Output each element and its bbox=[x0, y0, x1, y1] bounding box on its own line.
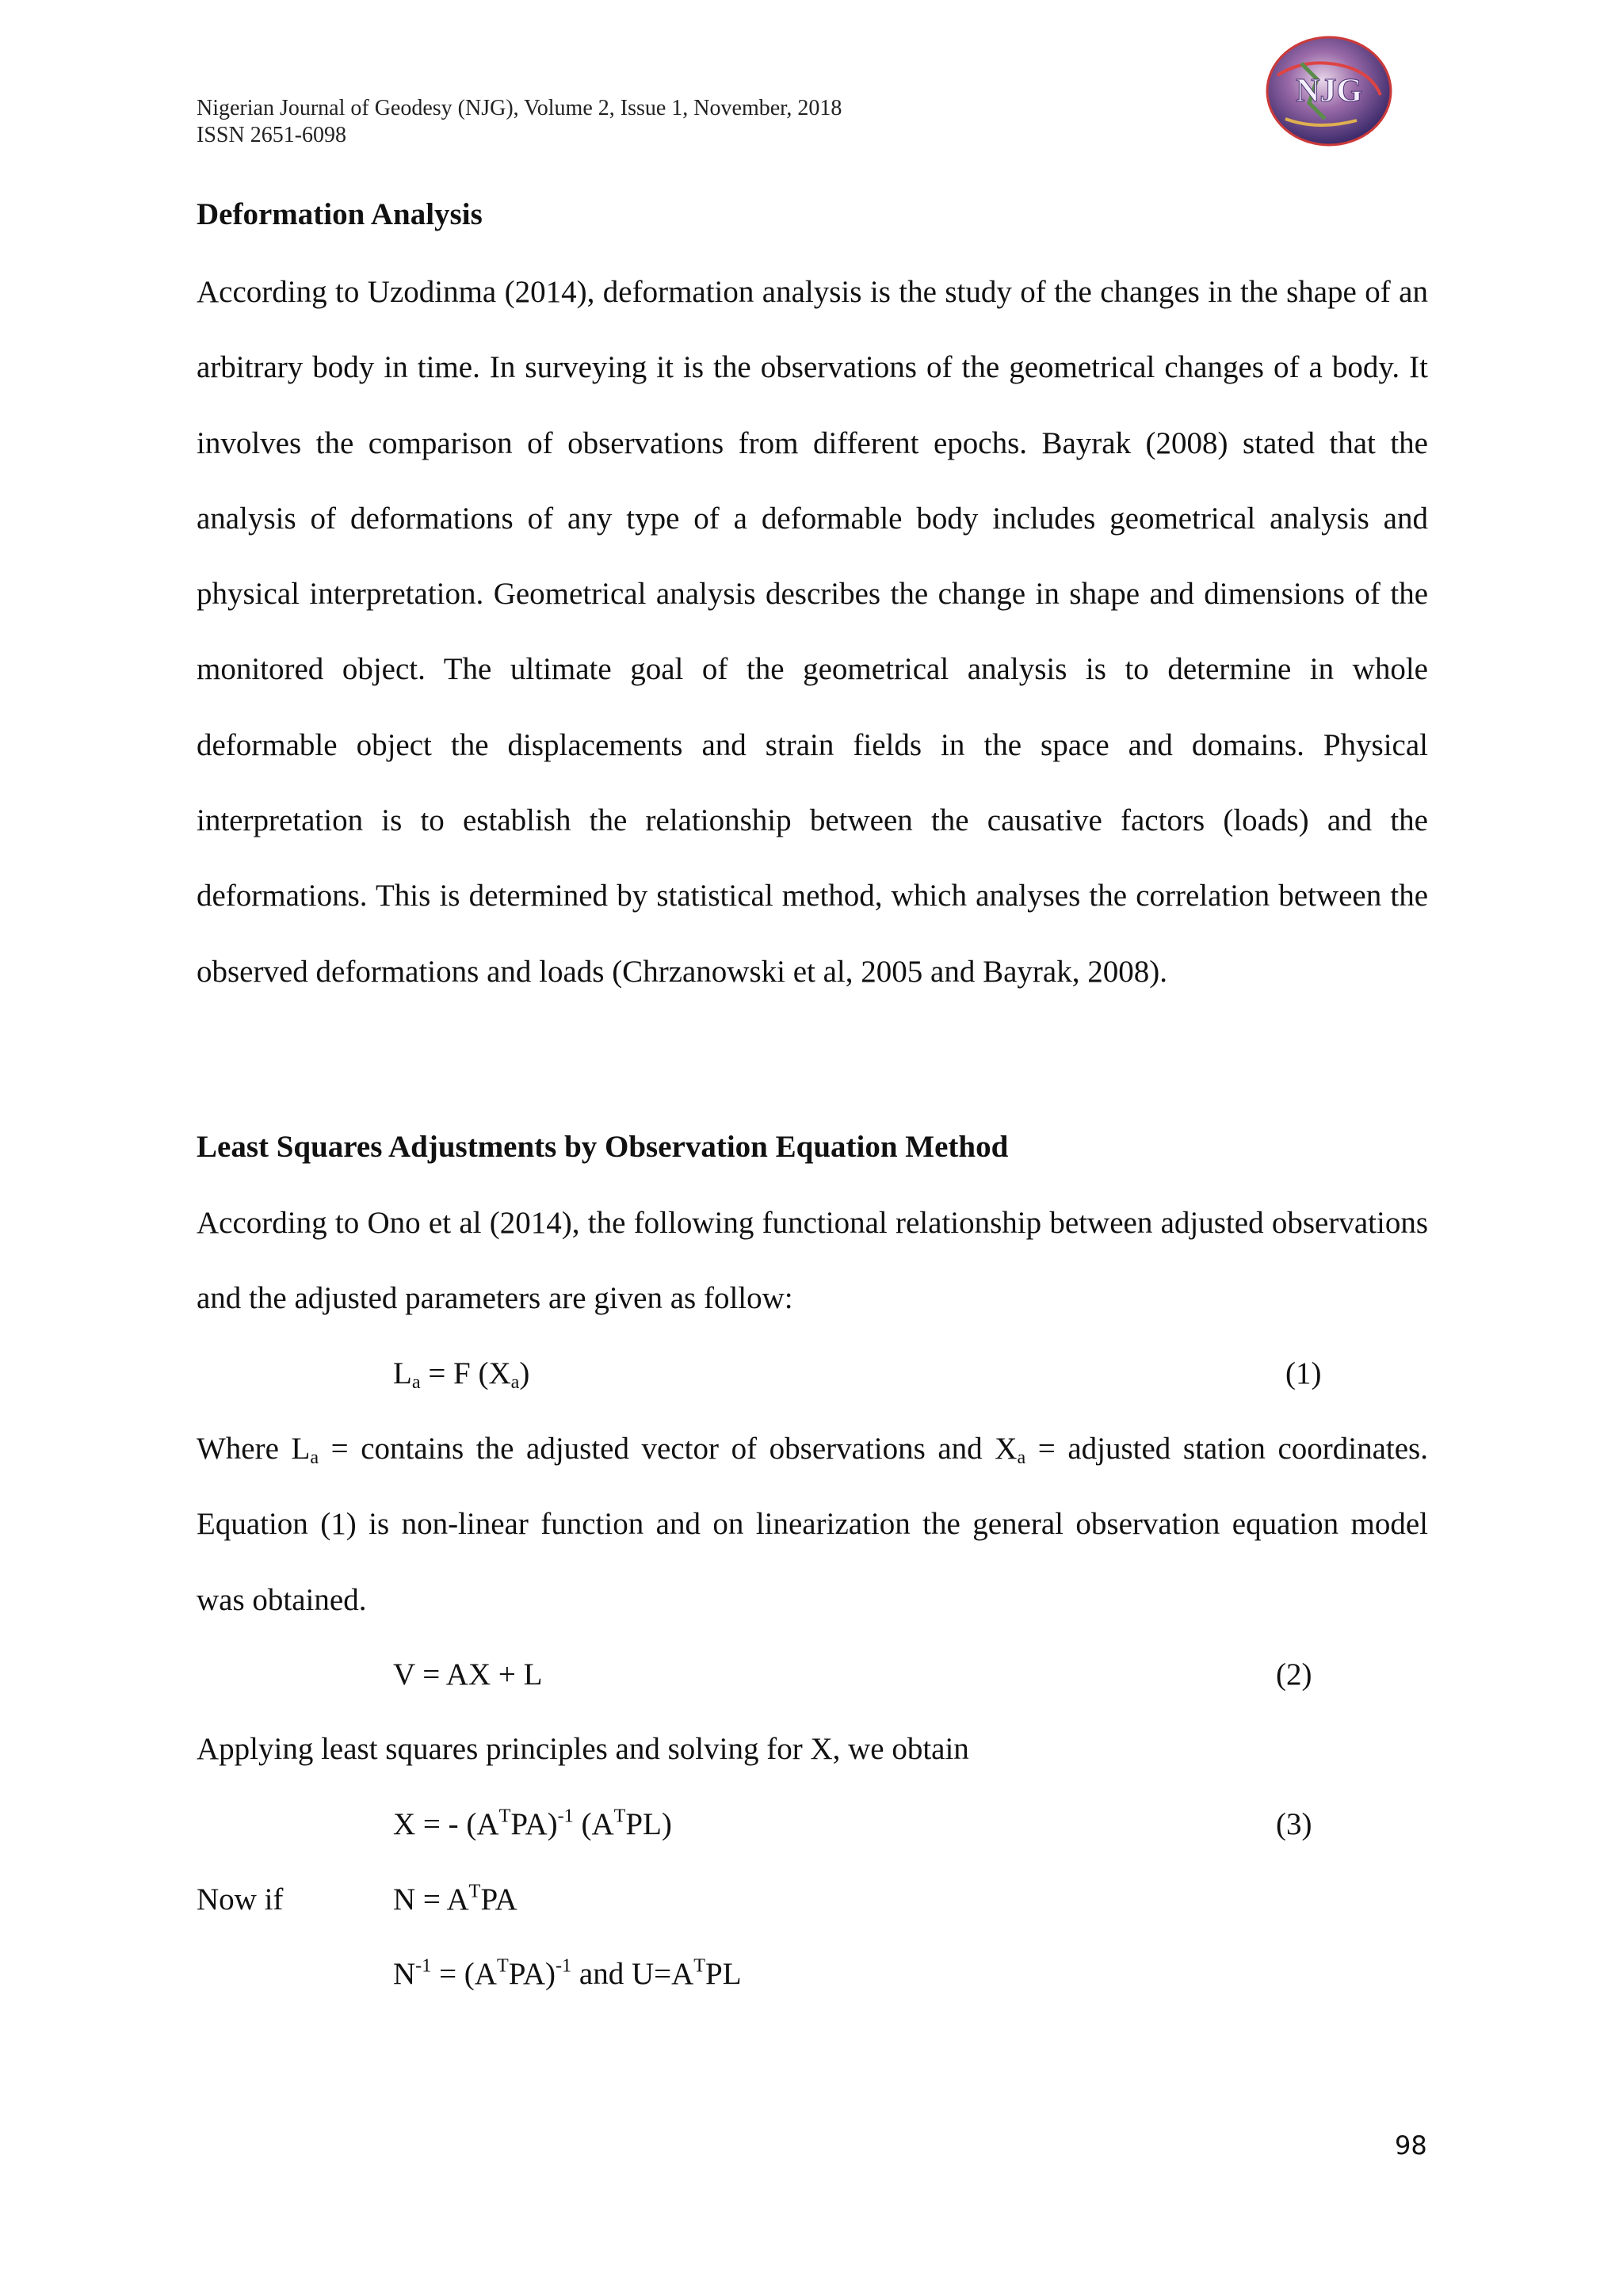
where-paragraph: Where $L_a$ = contains the adjusted vector of observations and $X_a$ = adjusted station coordinates. Equation (1) is non-linear function and on linearization the general observation equation model was obtained. bbox=[197, 1432, 1428, 1617]
section-heading-deformation-analysis: Deformation Analysis bbox=[197, 197, 483, 231]
equation-n-inverse: $N^{-1} = (A^TPA)^{-1}$ and $U=A^TPL$ bbox=[393, 1955, 742, 1991]
least-squares-intro-paragraph: According to Ono et al (2014), the following functional relationship between adjusted observations and the adjusted parameters are given as follow: bbox=[197, 1206, 1428, 1316]
now-if-label: Now if bbox=[197, 1882, 284, 1917]
equation-2-number: (2) bbox=[1276, 1657, 1312, 1691]
equation-1: $L_a = F$ $(X_a)$ bbox=[393, 1356, 530, 1394]
applying-least-squares-text: Applying least squares principles and solving for X, we obtain bbox=[197, 1732, 969, 1766]
section-heading-least-squares: Least Squares Adjustments by Observation Equation Method bbox=[197, 1130, 1009, 1164]
equation-2: V = AX + L bbox=[393, 1657, 543, 1691]
page-number: 98 bbox=[1395, 2130, 1427, 2161]
njg-globe-logo-icon bbox=[1262, 32, 1396, 151]
equation-3: X = - $(A^TPA)^{-1}$ $(A^TPL)$ bbox=[393, 1805, 672, 1841]
equation-3-number: (3) bbox=[1276, 1807, 1312, 1841]
journal-citation: Nigerian Journal of Geodesy (NJG), Volume 2, Issue 1, November, 2018 bbox=[197, 96, 842, 120]
deformation-analysis-paragraph: According to Uzodinma (2014), deformation analysis is the study of the changes in the shape of an arbitrary body in time. In surveying it is the observations of the geometrical changes of a body. It involves the comparison of observations from different epochs. Bayrak (2008) stated that the analysis of deformations of any type of a deformable body includes geometrical analysis and physical interpretation. Geometrical analysis describes the change in shape and dimensions of the monitored object. The ultimate goal of the geometrical analysis is to determine in whole deformable object the displacements and strain fields in the space and domains. Physical interpretation is to establish the relationship between the causative factors (loads) and the deformations. This is determined by statistical method, which analyses the correlation between the observed deformations and loads (Chrzanowski et al, 2005 and Bayrak, 2008). bbox=[197, 275, 1428, 989]
equation-n-definition: $N = A^TPA$ bbox=[393, 1880, 517, 1917]
issn: ISSN 2651-6098 bbox=[197, 123, 347, 147]
equation-1-number: (1) bbox=[1285, 1356, 1322, 1390]
logo-text: NJG bbox=[1296, 73, 1362, 109]
running-header bbox=[197, 95, 842, 149]
